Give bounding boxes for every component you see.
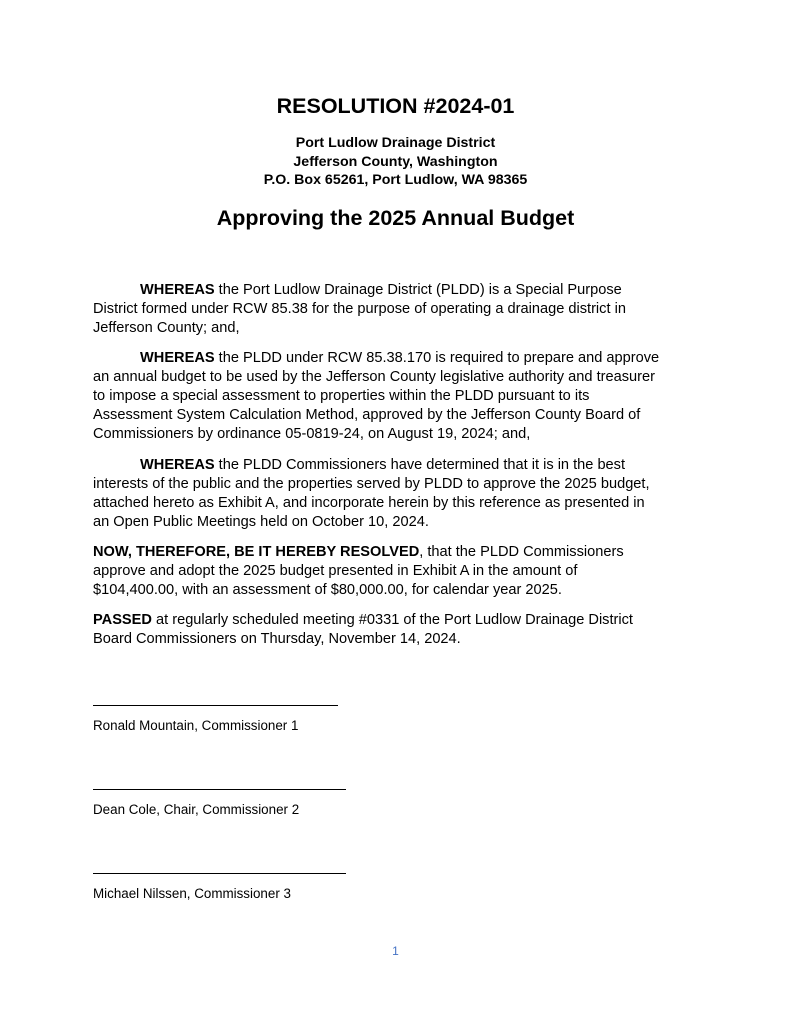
signatory-1: Ronald Mountain, Commissioner 1 (93, 718, 299, 733)
paragraph-text: at regularly scheduled meeting #0331 of the Port Ludlow Drainage District (151, 612, 633, 628)
page-number: 1 (392, 944, 399, 958)
paragraph-text: District formed under RCW 85.38 for the purpose of operating a drainage district in (93, 301, 626, 317)
paragraph-text: the Port Ludlow Drainage District (PLDD) is a Special Purpose (214, 282, 622, 298)
signature-line-3 (93, 873, 346, 874)
resolution-subtitle: Approving the 2025 Annual Budget (216, 206, 575, 230)
passed-paragraph (93, 611, 703, 649)
paragraph-text: interests of the public and the properties served by PLDD to approve the 2025 budget, (93, 476, 650, 492)
paragraph-lead: WHEREAS (140, 350, 215, 366)
paragraph-text: $104,400.00, with an assessment of $80,000.00, for calendar year 2025. (93, 582, 562, 598)
paragraph-text: the PLDD Commissioners have determined that it is in the best (214, 457, 626, 473)
district-name: Port Ludlow Drainage District (295, 135, 496, 151)
district-header (0, 134, 791, 190)
paragraph-text: Commissioners by ordinance 05-0819-24, on August 19, 2024; and, (93, 426, 531, 442)
whereas-paragraph-3 (93, 456, 703, 532)
paragraph-text: an annual budget to be used by the Jefferson County legislative authority and treasurer (93, 369, 655, 385)
paragraph-lead: WHEREAS (140, 282, 215, 298)
signatory-2: Dean Cole, Chair, Commissioner 2 (93, 802, 300, 817)
paragraph-text: to impose a special assessment to properties within the PLDD pursuant to its (93, 388, 590, 404)
signatory-3: Michael Nilssen, Commissioner 3 (93, 886, 291, 901)
paragraph-text: approve and adopt the 2025 budget presented in Exhibit A in the amount of (93, 563, 578, 579)
whereas-paragraph-1 (93, 281, 703, 338)
signature-line-1 (93, 705, 338, 706)
paragraph-text: Assessment System Calculation Method, approved by the Jefferson County Board of (93, 407, 641, 423)
paragraph-text: , that the PLDD Commissioners (419, 544, 624, 560)
resolved-paragraph (93, 543, 703, 600)
paragraph-text: an Open Public Meetings held on October 10, 2024. (93, 514, 429, 530)
paragraph-text: attached hereto as Exhibit A, and incorporate herein by this reference as presented in (93, 495, 645, 511)
district-county: Jefferson County, Washington (293, 153, 498, 170)
paragraph-lead: NOW, THEREFORE, BE IT HEREBY RESOLVED (93, 544, 420, 560)
signature-line-2 (93, 789, 346, 790)
whereas-paragraph-2 (93, 349, 703, 444)
paragraph-text: Jefferson County; and, (93, 320, 240, 336)
paragraph-lead: WHEREAS (140, 457, 215, 473)
district-address: P.O. Box 65261, Port Ludlow, WA 98365 (263, 172, 528, 188)
resolution-title: RESOLUTION #2024-01 (276, 94, 515, 118)
paragraph-text: Board Commissioners on Thursday, November 14, 2024. (93, 631, 461, 647)
paragraph-text: the PLDD under RCW 85.38.170 is required to prepare and approve (214, 350, 660, 366)
paragraph-lead: PASSED (93, 612, 152, 628)
